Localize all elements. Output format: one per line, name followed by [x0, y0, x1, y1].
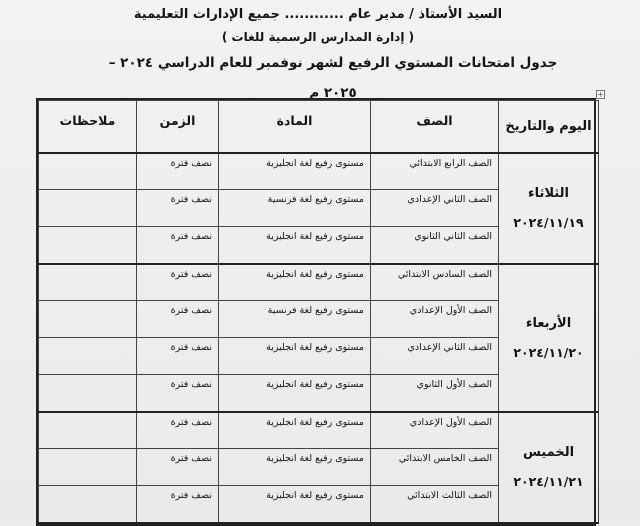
- exam-date: ٢٠٢٤/١١/٢٠: [513, 344, 584, 360]
- column-header-subject: المادة: [219, 101, 371, 153]
- exam-date: ٢٠٢٤/١١/١٩: [513, 215, 584, 230]
- time-cell: نصف فترة: [137, 301, 219, 338]
- time-cell: نصف فترة: [137, 190, 219, 227]
- day-date-cell: [499, 412, 599, 523]
- time-cell: نصف فترة: [137, 412, 219, 449]
- grade-cell: الصف الأول الثانوي: [371, 375, 499, 412]
- department-line: ( إدارة المدارس الرسمية للغات ): [221, 30, 415, 44]
- grade-cell: الصف الثاني الإعدادي: [371, 190, 499, 227]
- grade-cell: الصف الرابع الابتدائي: [371, 153, 499, 190]
- notes-cell: [39, 412, 137, 449]
- subject-cell: مستوى رفيع لغة انجليزية: [219, 264, 371, 301]
- addressee-line: السيد الأستاذ / مدير عام ............ جميع الإدارات التعليمية: [133, 7, 503, 22]
- table-move-handle-icon[interactable]: +: [597, 90, 604, 99]
- time-cell: نصف فترة: [137, 227, 219, 264]
- grade-cell: الصف الثاني الإعدادي: [371, 338, 499, 375]
- time-cell: نصف فترة: [137, 153, 219, 190]
- notes-cell: [39, 338, 137, 375]
- grade-cell: الصف الثاني الثانوي: [371, 227, 499, 264]
- subject-cell: مستوى رفيع لغة فرنسية: [219, 190, 371, 227]
- table-row: [39, 412, 599, 449]
- exam-date: ٢٠٢٤/١١/٢١: [513, 474, 584, 489]
- subject-cell: مستوى رفيع لغة انجليزية: [219, 153, 371, 190]
- exam-schedule-table: [36, 98, 596, 526]
- subject-cell: مستوى رفيع لغة انجليزية: [219, 412, 371, 449]
- table-row: [39, 153, 599, 190]
- grade-cell: الصف الثالث الابتدائي: [371, 486, 499, 523]
- subject-cell: مستوى رفيع لغة انجليزية: [219, 375, 371, 412]
- grade-cell: الصف السادس الابتدائي: [371, 264, 499, 301]
- notes-cell: [39, 301, 137, 338]
- time-cell: نصف فترة: [137, 375, 219, 412]
- day-date-cell: [499, 264, 599, 412]
- grade-cell: الصف الأول الإعدادي: [371, 412, 499, 449]
- notes-cell: [39, 486, 137, 523]
- day-date-cell: [499, 153, 599, 264]
- notes-cell: [39, 375, 137, 412]
- notes-cell: [39, 449, 137, 486]
- schedule-title: جدول امتحانات المستوي الرفيع لشهر نوفمبر للعام الدراسي ٢٠٢٤ – ٢٠٢٥ م: [108, 55, 558, 101]
- day-name: الثلاثاء: [528, 186, 569, 201]
- table-body: [39, 153, 599, 523]
- notes-cell: [39, 190, 137, 227]
- notes-cell: [39, 264, 137, 301]
- time-cell: نصف فترة: [137, 338, 219, 375]
- time-cell: نصف فترة: [137, 486, 219, 523]
- grade-cell: الصف الأول الإعدادي: [371, 301, 499, 338]
- grade-cell: الصف الخامس الابتدائي: [371, 449, 499, 486]
- notes-cell: [39, 153, 137, 190]
- letter-header: [108, 4, 558, 108]
- column-header-grade: الصف: [371, 101, 499, 153]
- subject-cell: مستوى رفيع لغة انجليزية: [219, 449, 371, 486]
- table-row: [39, 264, 599, 301]
- column-header-day: اليوم والتاريخ: [499, 101, 599, 153]
- time-cell: نصف فترة: [137, 449, 219, 486]
- subject-cell: مستوى رفيع لغة فرنسية: [219, 301, 371, 338]
- subject-cell: مستوى رفيع لغة انجليزية: [219, 338, 371, 375]
- day-name: الأربعاء: [525, 315, 572, 331]
- notes-cell: [39, 227, 137, 264]
- subject-cell: مستوى رفيع لغة انجليزية: [219, 227, 371, 264]
- day-name: الخميس: [522, 445, 575, 460]
- subject-cell: مستوى رفيع لغة انجليزية: [219, 486, 371, 523]
- time-cell: نصف فترة: [137, 264, 219, 301]
- column-header-time: الزمن: [137, 101, 219, 153]
- table-header-row: [39, 101, 599, 153]
- column-header-notes: ملاحظات: [39, 101, 137, 153]
